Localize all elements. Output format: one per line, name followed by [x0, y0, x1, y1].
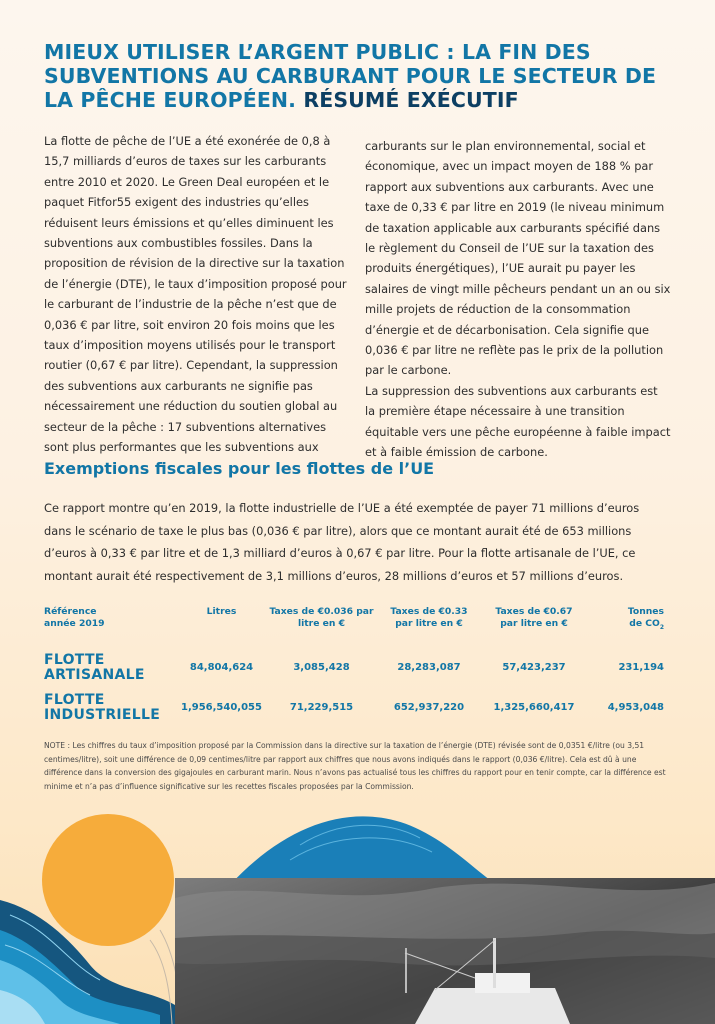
cell-co2: 231,194 [618, 662, 664, 674]
cell-tax-033: 28,283,087 [397, 662, 461, 674]
summary-left-column [44, 131, 350, 458]
cell-co2: 4,953,048 [607, 702, 664, 714]
row-label: FLOTTE ARTISANALE [44, 651, 145, 683]
header-tax-033: Taxes de €0.33 par litre en € [390, 606, 468, 629]
boat-photo-icon [175, 878, 715, 1024]
page-title [44, 40, 664, 112]
title-sub: RÉSUMÉ EXÉCUTIF [303, 88, 519, 112]
section-intro: Ce rapport montre qu’en 2019, la flotte industrielle de l’UE a été exemptée de payer 71 millions d’euros dans le scénario de taxe le plus bas (0,036 € par litre), alors que ce montant aurait été de 653 millions d’euros à 0,33 € par litre et de 1,3 milliard d’euros à 0,67 € par litre. Pour la flotte artisanale de l’UE, ce montant aurait été respectivement de 3,1 millions d’euros, 28 millions d’euros et 57 millions d’euros. [44, 501, 640, 583]
header-litres: Litres [206, 606, 237, 617]
cell-litres: 84,804,624 [189, 662, 254, 674]
fishing-boat-photo [175, 878, 715, 1024]
header-tax-0036: Taxes de €0.036 par litre en € [269, 606, 374, 629]
cell-tax-067: 57,423,237 [502, 662, 566, 674]
section-heading: Exemptions fiscales pour les flottes de l’UE [44, 459, 435, 478]
tax-exemption-table [44, 606, 664, 728]
summary-paragraph: La flotte de pêche de l’UE a été exonérée de 0,8 à 15,7 milliards d’euros de taxes sur les carburants entre 2010 et 2020. Le Green Deal européen et le paquet Fitfor55 exigent des industries qu’elles réduisent leurs émissions et qu’elles diminuent les subventions aux combustibles fossiles. Dans la proposition de révision de la directive sur la taxation de l’énergie (DTE), le taux d’imposition proposé pour le carburant de l’industrie de la pêche n’est que de 0,036 € par litre, soit environ 20 fois moins que les taux d’imposition moyens utilisés pour le transport routier (0,67 € par litre). Cependant, la suppression des subventions aux carburants ne signifie pas nécessairement une réduction du soutien global au secteur de la pêche : 17 subventions alternatives sont plus performantes que les subventions aux [44, 134, 347, 455]
table-header-row [44, 606, 664, 648]
cell-tax-0036: 71,229,515 [289, 702, 354, 714]
cell-tax-033: 652,937,220 [393, 702, 465, 714]
summary-right-column [365, 136, 671, 463]
header-co2: Tonnes de $CO_2$ [627, 606, 664, 631]
footnote: NOTE : Les chiffres du taux d’imposition proposé par la Commission dans la directive sur la taxation de l’énergie (DTE) révisée sont de 0,0351 €/litre (ou 3,51 centimes/litre), soit une différence de 0,09 centimes/litre par rapport aux chiffres que nous avons indiqués dans le rapport (0,036 €/litre). Cela est dû à une différence dans la conversion des gigajoules en carburant marin. Nous n’avons pas actualisé tous les chiffres du rapport pour en tenir compte, car la différence est minime et n’a pas d’influence significative sur les recettes fiscales proposées par la Commission. [44, 741, 666, 791]
cell-tax-0036: 3,085,428 [293, 662, 350, 674]
header-tax-067: Taxes de €0.67 par litre en € [495, 606, 573, 629]
summary-paragraph: carburants sur le plan environnemental, social et économique, avec un impact moyen de 188 % par rapport aux subventions aux carburants. Avec une taxe de 0,33 € par litre en 2019 (le niveau minimum de taxation applicable aux carburants spécifié dans le règlement du Conseil de l’UE sur la taxation des produits énergétiques), l’UE aurait pu payer les salaires de vingt mille pêcheurs pendant un an ou six mille projets de réduction de la consommation d’énergie et de décarbonisation. Cela signifie que 0,036 € par litre ne reflète pas le prix de la pollution par le carbone. [365, 139, 671, 378]
cell-tax-067: 1,325,660,417 [493, 702, 575, 714]
table-row [44, 688, 664, 728]
title-main: MIEUX UTILISER L’ARGENT PUBLIC : LA FIN DES SUBVENTIONS AU CARBURANT POUR LE SECTEUR DE LA PÊCHE EUROPÉEN. [44, 40, 657, 112]
table-row [44, 648, 664, 688]
sun-icon [42, 814, 174, 946]
row-label: FLOTTE INDUSTRIELLE [44, 691, 161, 723]
cell-litres: 1,956,540,055 [181, 702, 262, 714]
header-reference: Référence année 2019 [44, 606, 105, 629]
summary-paragraph: La suppression des subventions aux carburants est la première étape nécessaire à une transition équitable vers une pêche européenne à faible impact et à faible émission de carbone. [365, 383, 671, 460]
